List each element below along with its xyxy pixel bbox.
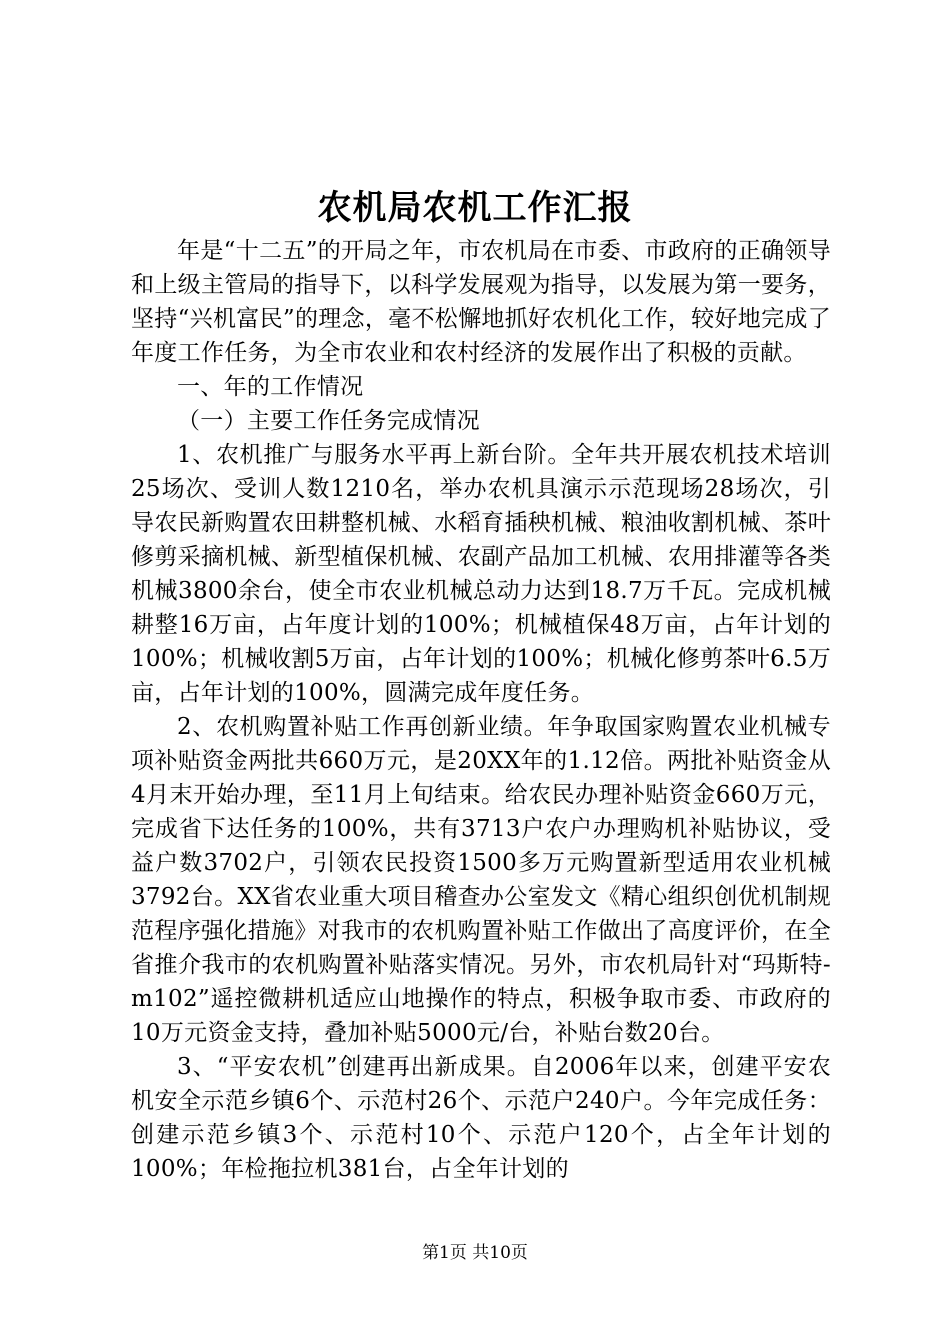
intro-paragraph: 年是“十二五”的开局之年，市农机局在市委、市政府的正确领导和上级主管局的指导下，以科学发展观为指导，以发展为第一要务，坚持“兴机富民”的理念，毫不松懈地抓好农机化工作，较好地完成了年度工作任务，为全市农业和农村经济的发展作出了积极的贡献。 (131, 238, 831, 366)
document-body (131, 234, 831, 1186)
paragraph-item-1: 1、农机推广与服务水平再上新台阶。全年共开展农机技术培训25场次、受训人数1210名，举办农机具演示示范现场28场次，引导农民新购置农田耕整机械、水稻育插秧机械、粮油收割机械、茶叶修剪采摘机械、新型植保机械、农副产品加工机械、农用排灌等各类机械3800余台，使全市农业机械总动力达到18.7万千瓦。完成机械耕整16万亩，占年度计划的100%；机械植保48万亩，占年计划的100%；机械收割5万亩，占年计划的100%；机械化修剪茶叶6.5万亩，占年计划的100%，圆满完成年度任务。 (131, 442, 831, 706)
paragraph-item-2: 2、农机购置补贴工作再创新业绩。年争取国家购置农业机械专项补贴资金两批共660万元，是20XX年的1.12倍。两批补贴资金从4月末开始办理，至11月上旬结束。给农民办理补贴资金660万元，完成省下达任务的100%，共有3713户农户办理购机补贴协议，受益户数3702户，引领农民投资1500多万元购置新型适用农业机械3792台。XX省农业重大项目稽查办公室发文《精心组织创优机制规范程序强化措施》对我市的农机购置补贴工作做出了高度评价，在全省推介我市的农机购置补贴落实情况。另外，市农机局针对“玛斯特-m102”遥控微耕机适应山地操作的特点，积极争取市委、市政府的10万元资金支持，叠加补贴5000元/台，补贴台数20台。 (131, 714, 831, 1046)
page-number-footer: 第1页 共10页 (422, 1243, 528, 1263)
paragraph-item-3: 3、“平安农机”创建再出新成果。自2006年以来，创建平安农机安全示范乡镇6个、示范村26个、示范户240户。今年完成任务：创建示范乡镇3个、示范村10个、示范户120个，占全年计划的100%；年检拖拉机381台，占全年计划的 (131, 1054, 831, 1182)
subsection-heading: （一）主要工作任务完成情况 (177, 408, 480, 434)
section-heading: 一、年的工作情况 (177, 374, 364, 400)
document-title: 农机局农机工作汇报 (317, 188, 633, 228)
